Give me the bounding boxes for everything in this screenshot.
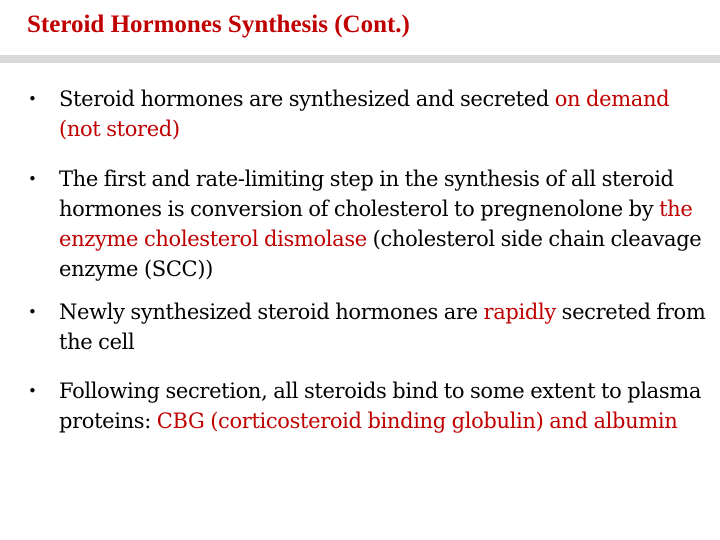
bullet-text: (cholesterol side chain cleavage enzyme (SCC)) xyxy=(59,227,702,281)
slide-title: Steroid Hormones Synthesis (Cont.) xyxy=(27,11,410,38)
bullet-dot: • xyxy=(28,90,37,108)
bullet-highlight: on demand (not stored) xyxy=(59,87,670,141)
bullet-item-rapid-secretion xyxy=(28,297,708,357)
bullet-item-on-demand xyxy=(28,84,708,144)
bullet-item-rate-limiting-step xyxy=(28,164,708,284)
bullet-highlight: rapidly xyxy=(483,300,556,324)
title-divider xyxy=(0,55,720,63)
bullet-text: Newly synthesized steroid hormones are xyxy=(59,300,484,324)
bullet-dot: • xyxy=(28,382,37,400)
bullet-text: Following secretion, all steroids bind to some extent to plasma proteins: xyxy=(59,379,702,433)
bullet-list xyxy=(28,84,708,451)
bullet-highlight: CBG (corticosteroid binding globulin) and albumin xyxy=(156,409,678,433)
bullet-text: Steroid hormones are synthesized and secreted xyxy=(59,87,555,111)
bullet-dot: • xyxy=(28,170,37,188)
bullet-text: The first and rate-limiting step in the synthesis of all steroid hormones is conversion of cholesterol to pregnenolone by xyxy=(59,167,674,221)
bullet-highlight: the enzyme cholesterol dismolase xyxy=(59,197,693,251)
bullet-text: secreted from the cell xyxy=(59,300,706,354)
bullet-item-plasma-proteins xyxy=(28,376,708,436)
bullet-dot: • xyxy=(28,303,37,321)
